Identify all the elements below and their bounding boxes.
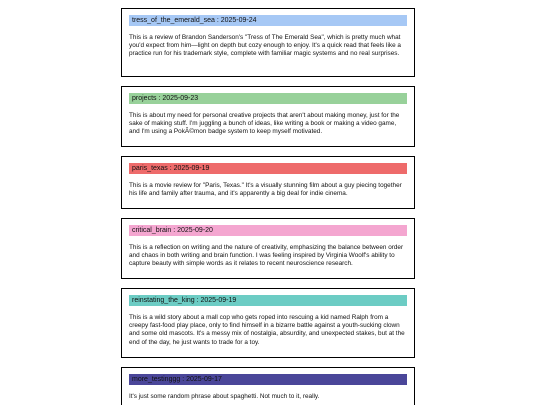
post-header[interactable]: projects : 2025-09-23 bbox=[129, 93, 407, 104]
post-header[interactable]: paris_texas : 2025-09-19 bbox=[129, 163, 407, 174]
post-summary: This is a movie review for "Paris, Texas." It's a visually stunning film about a guy piecing together his life and family after trauma, and it's apparently a big deal for indie cinema. bbox=[129, 182, 402, 198]
post-summary: It's just some random phrase about spaghetti. Not much to it, really. bbox=[129, 393, 320, 400]
post-summary: This is a reflection on writing and the nature of creativity, emphasizing the balance between order and chaos in both writing and brain function. I was feeling inspired by Virginia Woolf's ability to capture beauty with simple words as it relates to recent neuroscience research. bbox=[129, 244, 404, 268]
post-header[interactable]: critical_brain : 2025-09-20 bbox=[129, 225, 407, 236]
post-card[interactable] bbox=[121, 288, 415, 358]
post-card[interactable] bbox=[121, 367, 415, 405]
post-summary: This is a wild story about a mall cop who gets roped into rescuing a kid named Ralph from a creepy fast-food play place, only to find himself in a bizarre battle against a youth-sucking clown and some old mascots. It's a messy mix of nostalgia, absurdity, and unexpected stakes, but at the end of the day, he just wants to trade for a toy. bbox=[129, 314, 405, 346]
post-header[interactable]: reinstating_the_king : 2025-09-19 bbox=[129, 295, 407, 306]
post-summary: This is a review of Brandon Sanderson's "Tress of The Emerald Sea", which is pretty much what you'd expect from him—light on depth but cozy enough to enjoy. It's a quick read that feels like a practice run for his trademark style, complete with familiar magic systems and no real surprises. bbox=[129, 34, 401, 58]
post-card[interactable] bbox=[121, 156, 415, 209]
post-card[interactable] bbox=[121, 86, 415, 147]
post-card[interactable] bbox=[121, 218, 415, 279]
post-card[interactable] bbox=[121, 8, 415, 77]
post-header[interactable]: more_testinggg : 2025-09-17 bbox=[129, 374, 407, 385]
post-header[interactable]: tress_of_the_emerald_sea : 2025-09-24 bbox=[129, 15, 407, 26]
post-summary: This is about my need for personal creative projects that aren't about making money, just for the sake of making stuff. I'm juggling a bunch of ideas, like writing a book or making a video game, and I'm using a PokÃ©mon badge system to keep myself motivated. bbox=[129, 112, 400, 136]
